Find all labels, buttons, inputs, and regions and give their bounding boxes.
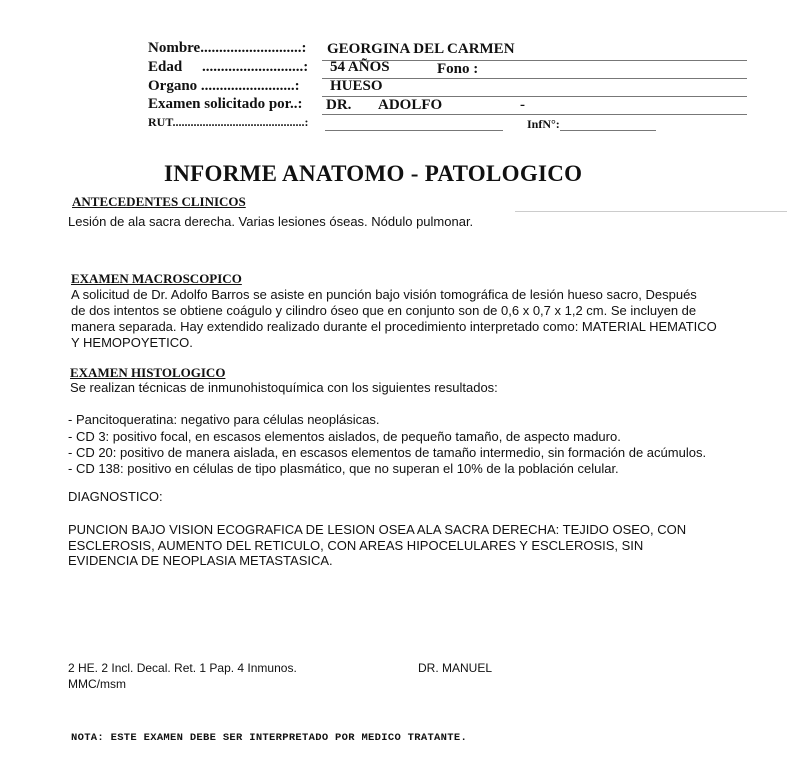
histologico-item: - CD 20: positivo de manera aislada, en escasos elementos de tamaño intermedio, sin formación de acúmulos. — [68, 445, 707, 460]
footer-doctor: DR. MANUEL — [418, 661, 493, 675]
macroscopico-line-1: A solicitud de Dr. Adolfo Barros se asiste en punción bajo visión tomográfica de lesión hueso sacro, Después — [71, 287, 697, 302]
footer-nota: NOTA: ESTE EXAMEN DEBE SER INTERPRETADO POR MEDICO TRATANTE. — [71, 732, 468, 744]
edad-underline — [322, 78, 747, 79]
histologico-item: - CD 138: positivo en células de tipo plasmático, que no superan el 10% de la población celular. — [68, 461, 619, 476]
diagnostico-heading: DIAGNOSTICO: — [68, 489, 163, 504]
inf-label: InfN°: — [527, 117, 560, 131]
rut-underline — [325, 130, 503, 131]
edad-value: 54 AÑOS — [330, 59, 390, 75]
macroscopico-line-2: de dos intentos se obtiene coágulo y cilindro óseo que en conjunto son de 0,6 x 0,7 x 1,2 cm. Se incluyen de — [71, 303, 697, 318]
histologico-item: - Pancitoqueratina: negativo para células neoplásicas. — [68, 412, 380, 427]
diagnostico-line-2: ESCLEROSIS, AUMENTO DEL RETICULO, CON AREAS HIPOCELULARES Y ESCLEROSIS, SIN — [68, 538, 644, 553]
examen-solicitado-value: DR. — [326, 97, 352, 113]
footer-initials: MMC/msm — [68, 677, 126, 691]
inf-underline — [560, 130, 656, 131]
rut-label: RUT............................................: — [148, 115, 309, 129]
macroscopico-heading: EXAMEN MACROSCOPICO — [71, 271, 242, 286]
nombre-label: Nombre...........................: — [148, 40, 307, 56]
diagnostico-line-3: EVIDENCIA DE NEOPLASIA METASTASICA. — [68, 553, 333, 568]
fono-label: Fono : — [437, 61, 479, 77]
organo-value: HUESO — [330, 78, 383, 94]
histologico-heading: EXAMEN HISTOLOGICO — [70, 365, 226, 380]
title-rule — [515, 211, 787, 212]
page-title: INFORME ANATOMO - PATOLOGICO — [164, 161, 583, 186]
histologico-item: - CD 3: positivo focal, en escasos elementos aislados, de pequeño tamaño, de aspecto maduro. — [68, 429, 621, 444]
edad-label: Edad — [148, 59, 183, 75]
antecedentes-heading: ANTECEDENTES CLINICOS — [72, 194, 246, 209]
macroscopico-line-4: Y HEMOPOYETICO. — [71, 335, 193, 350]
nombre-value: GEORGINA DEL CARMEN — [327, 41, 515, 57]
organo-label: Organo .........................: — [148, 78, 300, 94]
examen-solicitado-dash: - — [520, 97, 525, 113]
examen-solicitado-value-2: ADOLFO — [378, 97, 443, 113]
diagnostico-line-1: PUNCION BAJO VISION ECOGRAFICA DE LESION OSEA ALA SACRA DERECHA: TEJIDO OSEO, CON — [68, 522, 687, 537]
footer-codes: 2 HE. 2 Incl. Decal. Ret. 1 Pap. 4 Inmunos. — [68, 661, 297, 675]
antecedentes-text: Lesión de ala sacra derecha. Varias lesiones óseas. Nódulo pulmonar. — [68, 214, 474, 229]
histologico-intro: Se realizan técnicas de inmunohistoquímica con los siguientes resultados: — [70, 380, 498, 395]
examen-solicitado-label: Examen solicitado por..: — [148, 96, 303, 112]
edad-dots: ...........................: — [202, 59, 309, 75]
macroscopico-line-3: manera separada. Hay extendido realizado durante el procedimiento interpretado como: MATERIAL HEMATICO — [71, 319, 717, 334]
examen-underline — [322, 114, 747, 115]
